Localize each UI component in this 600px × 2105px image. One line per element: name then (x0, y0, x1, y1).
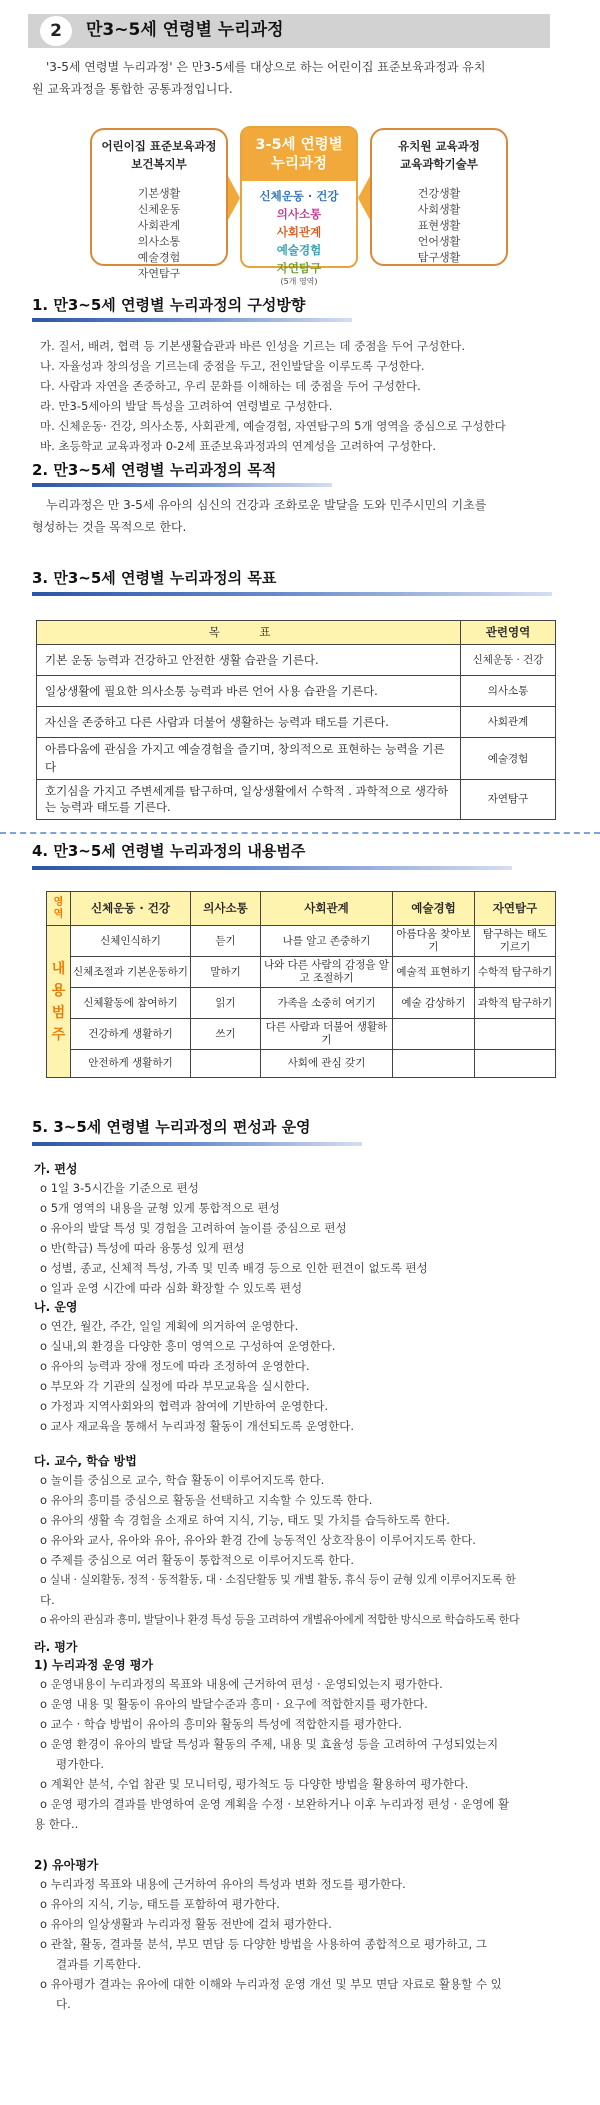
content-cell: 듣기 (191, 926, 261, 957)
na-item: o 연간, 월간, 주간, 일일 계획에 의거하여 운영한다. (40, 1319, 299, 1333)
ra1-item: o 운영 평가의 결과를 반영하여 운영 계획을 수정 · 보완하거나 이후 누리과정 편성 · 운영에 활 (40, 1797, 510, 1811)
content-cell: 과학적 탐구하기 (475, 988, 556, 1019)
section5-underline (32, 1142, 362, 1146)
goal-text: 자신을 존중하고 다른 사람과 더불어 생활하는 능력과 태도를 기른다. (37, 707, 461, 738)
content-cell (393, 1019, 475, 1050)
section3-underline (32, 592, 552, 596)
daycare-item: 의사소통 (137, 235, 181, 248)
na-title: 나. 운영 (34, 1300, 78, 1314)
ga-item: o 5개 영역의 내용을 균형 있게 통합적으로 편성 (40, 1201, 280, 1215)
da-item: o 실내 · 실외활동, 정적 · 동적활동, 대 · 소집단활동 및 개별 활동, 휴식 등이 균형 있게 이루어지도록 한 (40, 1573, 516, 1586)
ra1-title: 1) 누리과정 운영 평가 (34, 1658, 154, 1672)
goal-area: 신체운동 · 건강 (461, 645, 556, 676)
page-break (0, 832, 600, 834)
section1-item: 라. 만3-5세아의 발달 특성을 고려하여 연령별로 구성한다. (40, 399, 333, 413)
ra2-item: 다. (56, 1997, 71, 2011)
ra1-item: o 운영 내용 및 활동이 유아의 발달수준과 흥미 · 요구에 적합한지를 평가한다. (40, 1697, 428, 1711)
content-table (46, 891, 556, 1078)
arrow-left-icon (358, 176, 370, 220)
daycare-item: 사회관계 (137, 219, 181, 232)
content-cell (393, 1050, 475, 1078)
content-cell: 안전하게 생활하기 (71, 1050, 191, 1078)
content-cell: 읽기 (191, 988, 261, 1019)
kindergarten-curriculum-box (370, 128, 508, 266)
section-header (28, 14, 550, 48)
content-head: 사회관계 (261, 892, 393, 926)
section3-title: 3. 만3~5세 연령별 누리과정의 목표 (32, 569, 277, 587)
na-item: o 부모와 각 기관의 실정에 따라 부모교육을 실시한다. (40, 1379, 310, 1393)
content-cell: 말하기 (191, 957, 261, 988)
intro-line-2: 원 교육과정을 통합한 공통과정입니다. (32, 82, 233, 96)
ga-item: o 1일 3-5시간을 기준으로 편성 (40, 1181, 199, 1195)
daycare-item: 신체운동 (137, 203, 181, 216)
na-item: o 유아의 능력과 장애 정도에 따라 조정하여 운영한다. (40, 1359, 310, 1373)
section1-underline (32, 318, 352, 322)
goals-head-area: 관련영역 (461, 621, 556, 645)
na-item: o 교사 재교육을 통해서 누리과정 활동이 개선되도록 운영한다. (40, 1419, 355, 1433)
section1-item: 마. 신체운동· 건강, 의사소통, 사회관계, 예술경험, 자연탐구의 5개 영역을 중심으로 구성한다 (40, 419, 506, 433)
content-corner: 영역 (47, 892, 71, 926)
section1-item: 바. 초등학교 교육과정과 0-2세 표준보육과정과의 연계성을 고려하여 구성한다. (40, 439, 437, 453)
content-cell: 나와 다른 사람의 감정을 알고 조절하기 (261, 957, 393, 988)
da-item: 다. (40, 1593, 55, 1607)
section1-item: 나. 자율성과 창의성을 기르는데 중점을 두고, 전인발달을 이루도록 구성한다. (40, 359, 425, 373)
ra1-item: 용 한다.. (34, 1817, 79, 1831)
ra2-item: o 관찰, 활동, 결과물 분석, 부모 면담 등 다양한 방법을 사용하여 종합적으로 평가하고, 그 (40, 1937, 487, 1951)
goal-area: 예술경험 (461, 738, 556, 780)
daycare-title-1: 어린이집 표준보육과정 (101, 139, 217, 153)
goal-text: 일상생활에 필요한 의사소통 능력과 바른 언어 사용 습관을 기른다. (37, 676, 461, 707)
goal-text: 아름다움에 관심을 가지고 예술경험을 즐기며, 창의적으로 표현하는 능력을 기른다 (37, 738, 461, 780)
section2-line-2: 형성하는 것을 목적으로 한다. (32, 520, 187, 534)
section-number: 2 (40, 16, 72, 46)
content-head: 신체운동 · 건강 (71, 892, 191, 926)
content-cell: 건강하게 생활하기 (71, 1019, 191, 1050)
da-item: o 주제를 중심으로 여러 활동이 통합적으로 이루어지도록 한다. (40, 1553, 355, 1567)
kindergarten-title-2: 교육과학기술부 (400, 157, 478, 171)
ra2-item: o 유아평가 결과는 유아에 대한 이해와 누리과정 운영 개선 및 부모 면담 자료로 활용할 수 있 (40, 1977, 502, 1991)
goals-table (36, 620, 556, 820)
ra1-item: 평가한다. (56, 1757, 105, 1771)
content-head: 예술경험 (393, 892, 475, 926)
ra2-title: 2) 유아평가 (34, 1858, 99, 1872)
section5-body (34, 1160, 574, 2014)
goal-text: 기본 운동 능력과 건강하고 안전한 생활 습관을 기른다. (37, 645, 461, 676)
ra1-item: o 교수 · 학습 방법이 유아의 흥미와 활동의 특성에 적합한지를 평가한다. (40, 1717, 402, 1731)
ra2-item: 결과를 기록한다. (56, 1957, 142, 1971)
nuri-area-note: (5개 영역) (280, 277, 318, 286)
section4-underline (32, 866, 512, 870)
content-cell: 예술 감상하기 (393, 988, 475, 1019)
da-item: o 유아와 교사, 유아와 유아, 유아와 환경 간에 능동적인 상호작용이 이루어지도록 한다. (40, 1533, 476, 1547)
content-cell (191, 1050, 261, 1078)
section2-line-1: 누리과정은 만 3-5세 유아의 심신의 건강과 조화로운 발달을 도와 민주시민의 기초를 (46, 498, 487, 512)
nuri-area: 사회관계 (276, 225, 322, 239)
content-side-text: 내용범주 (51, 960, 66, 1043)
section4-title: 4. 만3~5세 연령별 누리과정의 내용범주 (32, 842, 306, 860)
daycare-item: 자연탐구 (137, 267, 181, 280)
ra1-item: o 운영 환경이 유아의 발달 특성과 활동의 주제, 내용 및 효율성 등을 고려하여 구성되었는지 (40, 1737, 499, 1751)
content-cell: 가족을 소중히 여기기 (261, 988, 393, 1019)
content-cell: 아름다움 찾아보기 (393, 926, 475, 957)
content-cell: 신체활동에 참여하기 (71, 988, 191, 1019)
content-cell: 예술적 표현하기 (393, 957, 475, 988)
kindergarten-item: 사회생활 (417, 203, 461, 216)
section1-title: 1. 만3~5세 연령별 누리과정의 구성방향 (32, 296, 306, 314)
da-item: o 유아의 생활 속 경험을 소재로 하여 지식, 기능, 태도 및 가치를 습득하도록 한다. (40, 1513, 450, 1527)
ra-title: 라. 평가 (34, 1640, 78, 1654)
nuri-title-1: 3-5세 연령별 (255, 137, 343, 153)
nuri-area: 예술경험 (276, 243, 322, 257)
section1-item: 다. 사람과 자연을 존중하고, 우리 문화를 이해하는 데 중점을 두어 구성한다. (40, 379, 421, 393)
content-cell (475, 1019, 556, 1050)
section2-underline (32, 483, 332, 487)
ra1-item: o 계획안 분석, 수업 참관 및 모니터링, 평가척도 등 다양한 방법을 활용하여 평가한다. (40, 1777, 469, 1791)
daycare-curriculum-box (90, 128, 228, 280)
ra2-item: o 누리과정 목표와 내용에 근거하여 유아의 특성과 변화 정도를 평가한다. (40, 1877, 406, 1891)
da-item: o 유아의 흥미를 중심으로 활동을 선택하고 지속할 수 있도록 한다. (40, 1493, 373, 1507)
goals-head-goal: 목 표 (37, 621, 461, 645)
content-cell: 수학적 탐구하기 (475, 957, 556, 988)
goal-area: 의사소통 (461, 676, 556, 707)
goal-area: 사회관계 (461, 707, 556, 738)
content-cell: 나를 알고 존중하기 (261, 926, 393, 957)
section2-title: 2. 만3~5세 연령별 누리과정의 목적 (32, 461, 277, 479)
ga-item: o 반(학급) 특성에 따라 융통성 있게 편성 (40, 1241, 245, 1255)
da-item: o 놀이를 중심으로 교수, 학습 활동이 이루어지도록 한다. (40, 1473, 325, 1487)
ga-title: 가. 편성 (34, 1162, 78, 1176)
content-head: 자연탐구 (475, 892, 556, 926)
section1-list (40, 336, 506, 456)
arrow-right-icon (228, 176, 240, 220)
content-cell: 신체조절과 기본운동하기 (71, 957, 191, 988)
kindergarten-item: 표현생활 (417, 219, 461, 232)
content-cell: 탐구하는 태도 기르기 (475, 926, 556, 957)
goal-text: 호기심을 가지고 주변세계를 탐구하며, 일상생활에서 수학적 . 과학적으로 생각하는 능력과 태도를 기른다. (37, 779, 461, 819)
ra1-item: o 운영내용이 누리과정의 목표와 내용에 근거하여 편성 · 운영되었는지 평가한다. (40, 1677, 443, 1691)
content-cell: 사회에 관심 갖기 (261, 1050, 393, 1078)
da-title: 다. 교수, 학습 방법 (34, 1454, 137, 1468)
nuri-area: 자연탐구 (276, 261, 322, 275)
ga-item: o 성별, 종교, 신체적 특성, 가족 및 민족 배경 등으로 인한 편견이 없도록 편성 (40, 1261, 428, 1275)
content-cell: 신체인식하기 (71, 926, 191, 957)
kindergarten-title-1: 유치원 교육과정 (398, 139, 480, 153)
content-cell (475, 1050, 556, 1078)
nuri-title-2: 누리과정 (270, 156, 328, 172)
daycare-title-2: 보건복지부 (131, 157, 187, 171)
ga-item: o 일과 운영 시간에 따라 심화 확장할 수 있도록 편성 (40, 1281, 303, 1295)
ga-item: o 유아의 발달 특성 및 경험을 고려하여 놀이를 중심으로 편성 (40, 1221, 347, 1235)
page-title: 만3~5세 연령별 누리과정 (86, 20, 284, 40)
intro-line-1: '3-5세 연령별 누리과정' 은 만3-5세를 대상으로 하는 어린이집 표준보육과정과 유치 (46, 60, 486, 74)
da-item: o 유아의 관심과 흥미, 발달이나 환경 특성 등을 고려하여 개별유아에게 적합한 방식으로 학습하도록 한다 (40, 1613, 520, 1626)
daycare-item: 예술경험 (137, 251, 181, 264)
nuri-curriculum-box (240, 126, 358, 286)
na-item: o 가정과 지역사회와의 협력과 참여에 기반하여 운영한다. (40, 1399, 329, 1413)
section5-title: 5. 3~5세 연령별 누리과정의 편성과 운영 (32, 1118, 311, 1136)
kindergarten-item: 건강생활 (417, 187, 461, 200)
ra2-item: o 유아의 일상생활과 누리과정 활동 전반에 걸쳐 평가한다. (40, 1917, 332, 1931)
kindergarten-item: 언어생활 (417, 235, 461, 248)
nuri-area: 의사소통 (276, 207, 322, 221)
goal-area: 자연탐구 (461, 779, 556, 819)
content-cell: 다른 사람과 더불어 생활하기 (261, 1019, 393, 1050)
na-item: o 실내,외 환경을 다양한 흥미 영역으로 구성하여 운영한다. (40, 1339, 336, 1353)
daycare-item: 기본생활 (137, 187, 181, 200)
ra2-item: o 유아의 지식, 기능, 태도를 포함하여 평가한다. (40, 1897, 280, 1911)
content-cell: 쓰기 (191, 1019, 261, 1050)
content-side-label (47, 926, 71, 1078)
nuri-area: 신체운동 · 건강 (259, 189, 339, 203)
section1-item: 가. 질서, 배려, 협력 등 기본생활습관과 바른 인성을 기르는 데 중점을 두어 구성한다. (40, 339, 466, 353)
kindergarten-item: 탐구생활 (417, 251, 461, 264)
content-head: 의사소통 (191, 892, 261, 926)
